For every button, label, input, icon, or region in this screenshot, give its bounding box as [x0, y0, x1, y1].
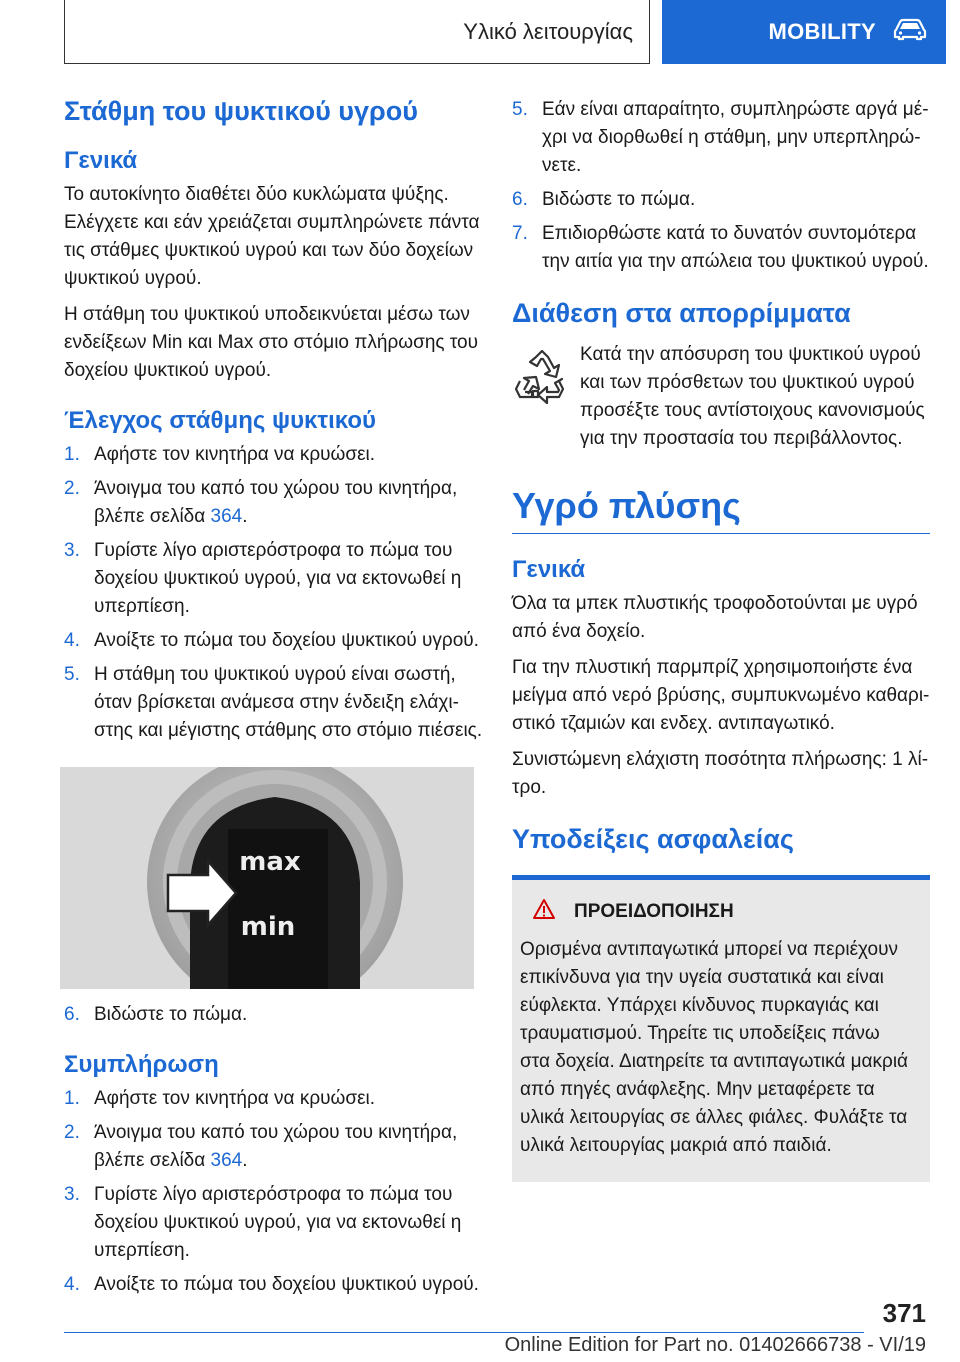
step-number: 1. [64, 1088, 80, 1109]
step-number: 4. [64, 1274, 80, 1295]
list-item [64, 1181, 484, 1265]
warning-title-row [532, 898, 914, 926]
step-number: 1. [64, 444, 80, 465]
washer-paragraph-1: Όλα τα μπεκ πλυστικής τροφοδοτούνται με υγρό από ένα δοχείο. [512, 593, 918, 642]
step-number: 3. [64, 1184, 80, 1205]
step-text: Αφήστε τον κινητήρα να κρυώσει. [94, 444, 376, 465]
max-marking: max [239, 847, 301, 877]
step-text: Βιδώστε το πώμα. [542, 189, 696, 210]
page-number: 371 [882, 1298, 926, 1328]
page-title: Στάθμη του ψυκτικού υγρού [64, 96, 418, 126]
list-item [512, 220, 930, 276]
header-section-label: Υλικό λειτουργίας [463, 18, 633, 44]
step-number: 7. [512, 223, 528, 244]
step-text: Ανοίξτε το πώμα του δοχείου ψυκτικού υγρού. [94, 1274, 479, 1295]
disposal-text: Κατά την απόσυρση του ψυκτικού υγρού και των πρόσθετων του ψυκτικού υγρού προσέξτε τους αντίστοιχους κανονισμούς για την προστασία του περιβάλλοντος. [580, 344, 925, 449]
list-item [64, 475, 484, 531]
step-number: 6. [512, 189, 528, 210]
step-text: Γυρίστε λίγο αριστερόστροφα το πώμα του δοχείου ψυκτικού υγρού, για να εκτονωθεί η υπερπίεση. [94, 540, 462, 617]
warning-triangle-icon [532, 898, 556, 926]
step-text [94, 475, 484, 531]
step-number: 6. [64, 1004, 80, 1025]
step-text: Η στάθμη του ψυκτικού υγρού είναι σωστή, όταν βρίσκεται ανάμεσα στην ένδειξη ελάχιστης και μέγιστης στάθμης στο στόμιο πιέσεις. [94, 664, 483, 741]
step-text-part: Άνοιγμα του καπό του χώρου του κινητήρα, βλέπε σελίδα [94, 478, 458, 527]
list-item [64, 441, 484, 469]
list-item [64, 1119, 484, 1175]
general-paragraph-2: Η στάθμη του ψυκτικού υποδεικνύεται μέσω των ενδείξεων Min και Max στο στόμιο πλήρωσης του δοχείου ψυκτικού υγρού. [64, 304, 479, 381]
list-item [512, 96, 930, 180]
step-text-end: . [242, 1150, 248, 1171]
step-text [94, 1119, 484, 1175]
washer-paragraph-3: Συνιστώμενη ελάχιστη ποσότητα πλήρωσης: 1 λίτρο. [512, 749, 929, 798]
header-section-tab[interactable] [64, 0, 650, 64]
page-link[interactable]: 364 [210, 506, 243, 527]
header-category-tab[interactable] [662, 0, 946, 64]
step-text: Επιδιορθώστε κατά το δυνατόν συντομότερα την αιτία για την απώλεια του ψυκτικού υγρού. [542, 223, 929, 272]
coolant-cap-photo [60, 767, 474, 989]
washer-paragraph-2: Για την πλυστική παρμπρίζ χρησιμοποιήστε ένα μείγμα από νερό βρύσης, συμπυκνωμένο καθαριστικό τζαμιών και ενδεχ. αντιπαγωτικό. [512, 657, 930, 734]
step-text: Εάν είναι απαραίτητο, συμπληρώστε αργά μέχρι να διορθωθεί η στάθμη, μην υπερπληρώνετε. [542, 99, 929, 176]
list-item [512, 186, 930, 214]
washer-general-heading: Γενικά [512, 556, 586, 583]
disposal-heading: Διάθεση στα απορρίμματα [512, 298, 851, 328]
step-text-part: Άνοιγμα του καπό του χώρου του κινητήρα, βλέπε σελίδα [94, 1122, 458, 1171]
disposal-block [512, 345, 930, 453]
list-item [64, 537, 484, 621]
step-number: 2. [64, 1122, 80, 1143]
page-link[interactable]: 364 [210, 1150, 243, 1171]
list-item [64, 1001, 484, 1029]
step-text-end: . [242, 506, 248, 527]
footer-edition: Online Edition for Part no. 01402666738 - VI/19 [504, 1334, 926, 1356]
list-item [64, 1085, 484, 1113]
step-number: 4. [64, 630, 80, 651]
min-marking: min [240, 912, 296, 942]
safety-heading: Υποδείξεις ασφαλείας [512, 824, 794, 854]
fill-steps-list-cont [512, 96, 930, 276]
check-heading: Έλεγχος στάθμης ψυκτικού [64, 407, 377, 434]
list-item [64, 627, 484, 655]
left-column [64, 96, 484, 1305]
fill-steps-list [64, 1085, 484, 1299]
right-column [512, 96, 930, 1182]
warning-box [512, 875, 930, 1182]
general-paragraph-1: Το αυτοκίνητο διαθέτει δύο κυκλώματα ψύξης. Ελέγχετε και εάν χρειάζεται συμπληρώνετε πάντα τις στάθμες ψυκτικού υγρού και των δύο δοχείων ψυκτικού υγρού. [64, 184, 480, 289]
list-item [64, 1271, 484, 1299]
fill-heading: Συμπλήρωση [64, 1051, 219, 1078]
step-text: Βιδώστε το πώμα. [94, 1004, 248, 1025]
step-number: 5. [64, 664, 80, 685]
car-icon [892, 17, 928, 47]
step-number: 3. [64, 540, 80, 561]
warning-text: Ορισμένα αντιπαγωτικά μπορεί να περιέχουν επικίνδυνα για την υγεία συστατικά και είναι εύφλεκτα. Υπάρχει κίνδυνος πυρκαγιάς και τραυματισμού. Τηρείτε τις υποδείξεις πάνω στα δοχεία. Διατηρείτε τα αντιπαγωτικά μακριά από πηγές ανάφλεξης. Μην μεταφέρετε τα υλικά λειτουργίας σε άλλες φιάλες. Φυλάξτε τα υλικά λειτουργίας μακριά από παιδιά. [520, 939, 909, 1156]
general-heading: Γενικά [64, 147, 138, 174]
list-item [64, 661, 484, 745]
step-number: 5. [512, 99, 528, 120]
section-title: Υγρό πλύσης [512, 485, 930, 534]
step-text: Ανοίξτε το πώμα του δοχείου ψυκτικού υγρού. [94, 630, 479, 651]
footer-divider [64, 1332, 864, 1333]
header-category-label: MOBILITY [768, 19, 876, 44]
step-number: 2. [64, 478, 80, 499]
warning-title: ΠΡΟΕΙΔΟΠΟΙΗΣΗ [574, 901, 734, 922]
check-steps-list-cont [64, 1001, 484, 1029]
check-steps-list [64, 441, 484, 745]
step-text: Γυρίστε λίγο αριστερόστροφα το πώμα του δοχείου ψυκτικού υγρού, για να εκτονωθεί η υπερπίεση. [94, 1184, 462, 1261]
step-text: Αφήστε τον κινητήρα να κρυώσει. [94, 1088, 376, 1109]
recycle-icon [512, 347, 572, 407]
